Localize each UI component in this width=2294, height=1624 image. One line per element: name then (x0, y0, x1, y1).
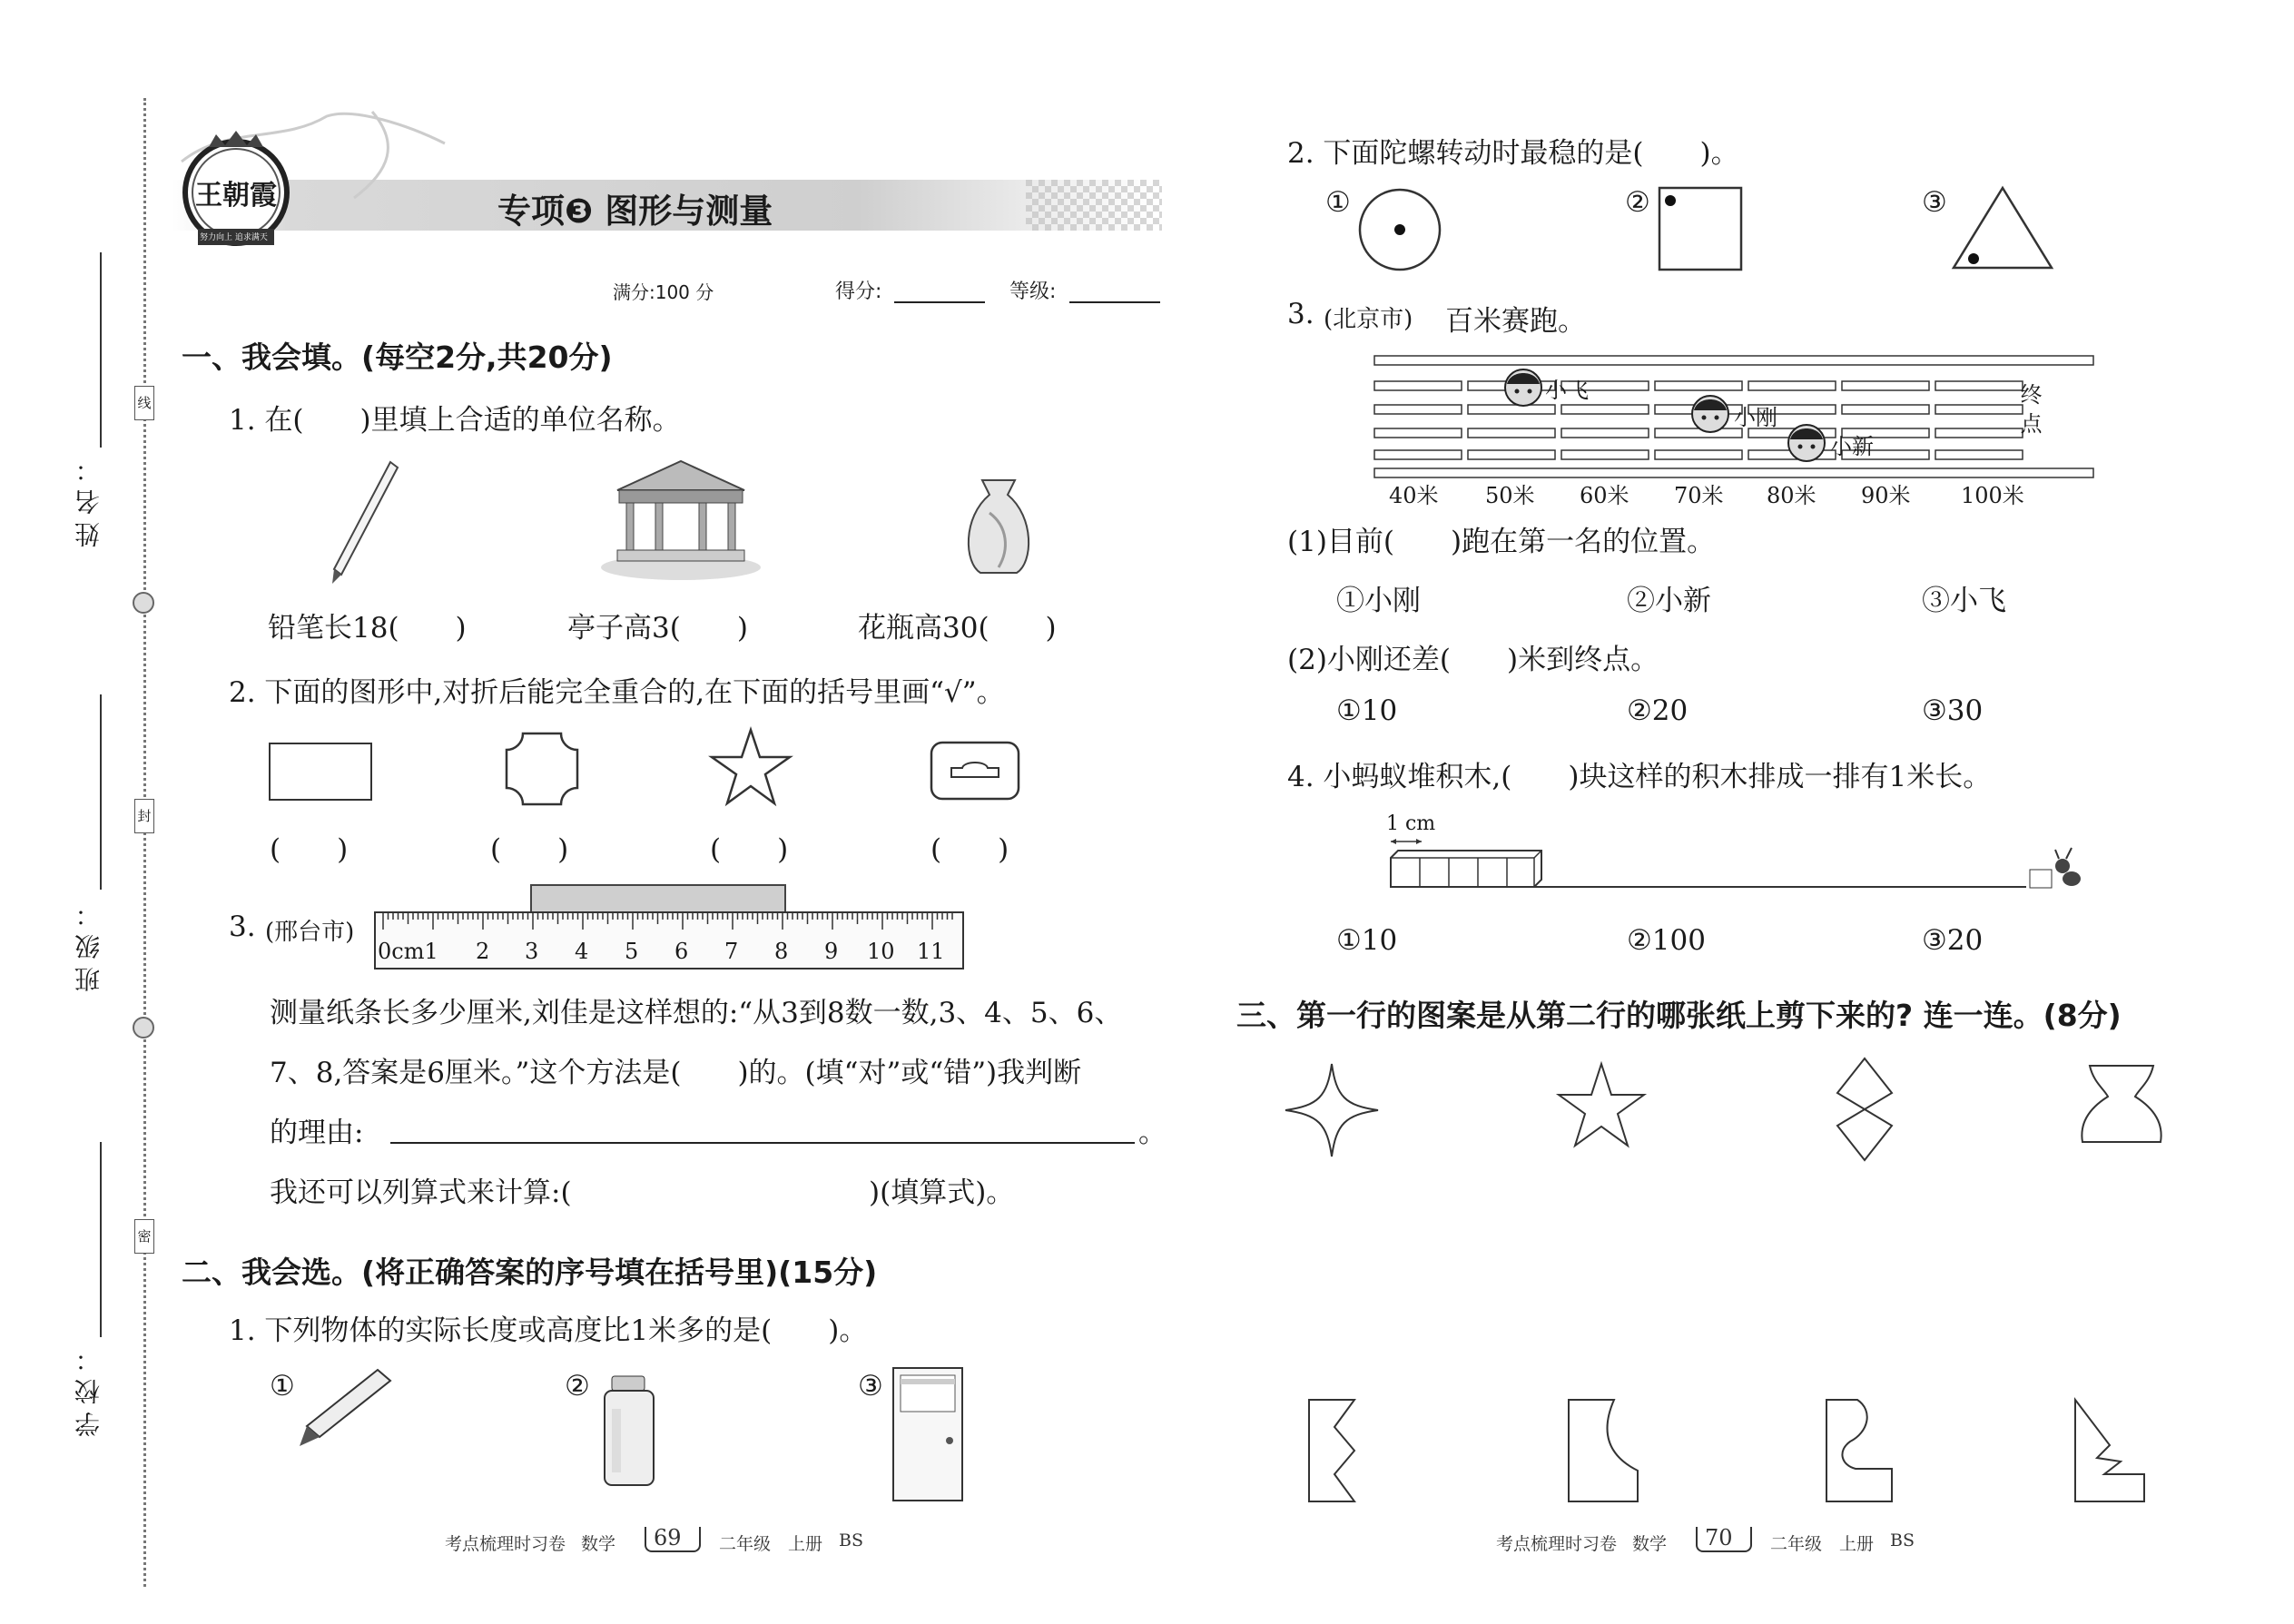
lane-marker (1935, 381, 2023, 390)
s1-q1-answer-3: 花瓶高30( ) (858, 612, 1057, 645)
pattern-double-diamond[interactable] (1836, 1057, 1894, 1162)
ruler-label-0: 0cm1 (378, 939, 438, 964)
s2-q4-opt3: ③20 (1922, 924, 1984, 957)
s2-q3-title: 百米赛跑。 (1445, 305, 1586, 338)
footer-right-edition: BS (1890, 1530, 1915, 1550)
distance-100: 100米 (1961, 483, 2024, 508)
footer-right-page: 70 (1705, 1525, 1733, 1550)
paper-d[interactable] (2073, 1398, 2146, 1503)
checker-pattern (1026, 180, 1162, 231)
class-label: 班级： (74, 894, 103, 992)
footer-left-edition: BS (839, 1530, 863, 1550)
lane-marker (1468, 450, 1555, 459)
pattern-five-point-star[interactable] (1556, 1062, 1647, 1149)
lane-marker (1561, 405, 1649, 414)
binding-margin (0, 0, 172, 1624)
name-label: 姓名： (74, 449, 103, 547)
paper-c[interactable] (1825, 1398, 1894, 1503)
s2-q3-city: (北京市) (1324, 306, 1413, 333)
logo-motto: 努力向上 追求满天 (200, 233, 268, 242)
s1-q2-bracket-3[interactable]: ( ) (710, 833, 789, 866)
seal-box-2: 封 (134, 799, 154, 833)
s1-q1-answer-1: 铅笔长18( ) (268, 612, 467, 645)
top-circle-center-dot (1356, 186, 1443, 273)
shape-star (710, 728, 792, 806)
shape-octagon (505, 732, 579, 806)
lane-marker (1374, 405, 1462, 414)
s2-q3-sub1: (1)目前( )跑在第一名的位置。 (1287, 526, 1716, 558)
footer-right-subject: 数学 (1632, 1534, 1668, 1554)
ruler-label-4: 4 (575, 939, 589, 964)
ruler-label-7: 7 (724, 939, 739, 964)
s2-q3-sub1-opt2: ②小新 (1627, 585, 1711, 617)
s2-q1-option-3: ③ (858, 1370, 883, 1403)
logo-badge (182, 127, 290, 254)
s2-q2-option-2: ② (1625, 186, 1650, 219)
s2-q3-sub2-opt3: ③30 (1922, 694, 1984, 727)
block-unit-label: 1 cm (1386, 812, 1436, 835)
s1-q3-line4b: )(填算式)。 (869, 1176, 1015, 1209)
paper-b[interactable] (1567, 1398, 1639, 1503)
footer-right-grade: 二年级 (1770, 1534, 1823, 1554)
runner-xiaogang-label: 小刚 (1734, 405, 1777, 430)
ruler-label-10: 10 (867, 939, 895, 964)
paper-a[interactable] (1307, 1398, 1356, 1503)
finish-label: 终点 (2016, 383, 2042, 441)
s2-q3-sub2: (2)小刚还差( )米到终点。 (1287, 644, 1659, 676)
lane-marker (1655, 381, 1742, 390)
ruler-label-6: 6 (674, 939, 689, 964)
seal-box-1: 线 (134, 386, 154, 420)
s1-q1-text: 1. 在( )里填上合适的单位名称。 (229, 404, 681, 437)
distance-50: 50米 (1485, 483, 1535, 508)
class-line[interactable] (100, 694, 102, 890)
runner-xiaoxin-label: 小新 (1830, 434, 1874, 459)
score-field[interactable] (894, 301, 985, 303)
s1-q2-bracket-1[interactable]: ( ) (270, 833, 349, 866)
footer-left (445, 1527, 899, 1560)
blocks-row (1373, 831, 2090, 903)
lane-marker (1842, 381, 1929, 390)
s2-q3-sub2-opt2: ②20 (1627, 694, 1689, 727)
name-line[interactable] (100, 252, 102, 448)
page-title: 专项❸ 图形与测量 (497, 192, 773, 231)
distance-80: 80米 (1767, 483, 1816, 508)
distance-60: 60米 (1580, 483, 1629, 508)
ruler-label-8: 8 (774, 939, 789, 964)
footer-right-volume: 上册 (1839, 1534, 1875, 1554)
grade-field[interactable] (1069, 301, 1160, 303)
distance-40: 40米 (1389, 483, 1439, 508)
school-line[interactable] (100, 1142, 102, 1337)
footer-left-volume: 上册 (788, 1534, 823, 1554)
s2-q3-sub1-opt3: ③小飞 (1922, 585, 2006, 617)
s2-q3-label: 3. (1287, 298, 1314, 330)
decor-circle-2 (133, 1017, 154, 1038)
lane-marker (1561, 450, 1649, 459)
s1-q2-bracket-2[interactable]: ( ) (490, 833, 569, 866)
lane-marker (1748, 381, 1836, 390)
lane-marker (1374, 381, 1462, 390)
section1-heading: 一、我会填。(每空2分,共20分) (182, 340, 613, 375)
s1-q3-city: (邢台市) (265, 919, 355, 946)
ruler-label-9: 9 (824, 939, 839, 964)
s2-q1-option-1: ① (270, 1370, 295, 1403)
seal-box-3: 密 (134, 1219, 154, 1254)
ruler-label-5: 5 (625, 939, 639, 964)
top-square-corner-dot (1658, 186, 1745, 273)
score-label: 得分: (835, 281, 882, 303)
short-pencil-image (296, 1366, 396, 1448)
ruler (374, 911, 964, 969)
runner-xiaofei-label: 小飞 (1545, 378, 1589, 403)
footer-left-page: 69 (654, 1525, 682, 1550)
water-bottle-image (599, 1373, 663, 1491)
runner-xiaogang-avatar (1690, 394, 1730, 434)
s2-q4-text: 4. 小蚂蚁堆积木,( )块这样的积木排成一排有1米长。 (1287, 761, 1992, 793)
logo-name: 王朝霞 (195, 180, 277, 212)
ruler-label-11: 11 (917, 939, 945, 964)
door-image (891, 1366, 964, 1502)
pattern-four-point-star[interactable] (1284, 1062, 1380, 1158)
shape-rounded-box (930, 741, 1020, 801)
runner-xiaoxin-avatar (1787, 423, 1826, 463)
s1-q3-label: 3. (229, 910, 256, 943)
grade-label: 等级: (1009, 281, 1057, 303)
s2-q2-option-3: ③ (1922, 186, 1947, 219)
s2-q3-sub2-opt1: ①10 (1336, 694, 1398, 727)
s1-q3-line3a: 的理由: (270, 1117, 364, 1149)
s1-q3-line2: 7、8,答案是6厘米。”这个方法是( )的。(填“对”或“错”)我判断 (270, 1057, 1082, 1089)
decor-circle-1 (133, 592, 154, 614)
paper-strip (530, 884, 786, 915)
lane-marker (1842, 405, 1929, 414)
lane-marker (1655, 450, 1742, 459)
dotted-cut-line (143, 98, 146, 1587)
full-score: 满分:100 分 (613, 281, 714, 303)
runner-xiaofei-avatar (1503, 368, 1543, 408)
s2-q1-text: 1. 下列物体的实际长度或高度比1米多的是( )。 (229, 1314, 868, 1347)
footer-right (1496, 1527, 1950, 1560)
lane-marker (1374, 428, 1462, 438)
s2-q1-option-2: ② (565, 1370, 590, 1403)
s2-q4-opt1: ①10 (1336, 924, 1398, 957)
section3-heading: 三、第一行的图案是从第二行的哪张纸上剪下来的? 连一连。(8分) (1236, 998, 2122, 1033)
footer-left-book: 考点梳理时习卷 (445, 1534, 566, 1554)
shape-rectangle (269, 743, 372, 801)
pattern-vase-shape[interactable] (2079, 1064, 2164, 1146)
ant-image (2023, 842, 2086, 897)
s1-q3-line4a: 我还可以列算式来计算:( (270, 1176, 572, 1209)
ruler-label-3: 3 (525, 939, 539, 964)
lane-marker (1935, 450, 2023, 459)
s1-q1-answer-2: 亭子高3( ) (567, 612, 748, 645)
s2-q3-sub1-opt1: ①小刚 (1336, 585, 1421, 617)
pencil-image (327, 458, 399, 586)
distance-70: 70米 (1674, 483, 1724, 508)
section2-heading: 二、我会选。(将正确答案的序号填在括号里)(15分) (182, 1255, 878, 1290)
pavilion-image (599, 454, 763, 581)
top-triangle-corner-dot (1950, 184, 2055, 271)
s1-q3-line3b: 。 (1138, 1117, 1167, 1149)
lane-marker (1935, 428, 2023, 438)
footer-left-subject: 数学 (581, 1534, 616, 1554)
lane-marker (1561, 428, 1649, 438)
s2-q2-text: 2. 下面陀螺转动时最稳的是( )。 (1287, 137, 1739, 170)
s2-q2-option-1: ① (1325, 186, 1351, 219)
s1-q2-text: 2. 下面的图形中,对折后能完全重合的,在下面的括号里画“√”。 (229, 676, 1005, 709)
lane-marker (1374, 450, 1462, 459)
reason-field[interactable] (390, 1142, 1135, 1144)
footer-left-grade: 二年级 (719, 1534, 772, 1554)
lane-marker (1935, 405, 2023, 414)
vase-image (962, 477, 1035, 576)
distance-90: 90米 (1861, 483, 1911, 508)
footer-right-book: 考点梳理时习卷 (1496, 1534, 1618, 1554)
s1-q3-line1: 测量纸条长多少厘米,刘佳是这样想的:“从3到8数一数,3、4、5、6、 (270, 997, 1123, 1029)
ruler-label-2: 2 (476, 939, 490, 964)
s2-q4-opt2: ②100 (1627, 924, 1706, 957)
school-label: 学校： (74, 1339, 103, 1437)
lane-marker (1468, 428, 1555, 438)
s1-q2-bracket-4[interactable]: ( ) (930, 833, 1009, 866)
